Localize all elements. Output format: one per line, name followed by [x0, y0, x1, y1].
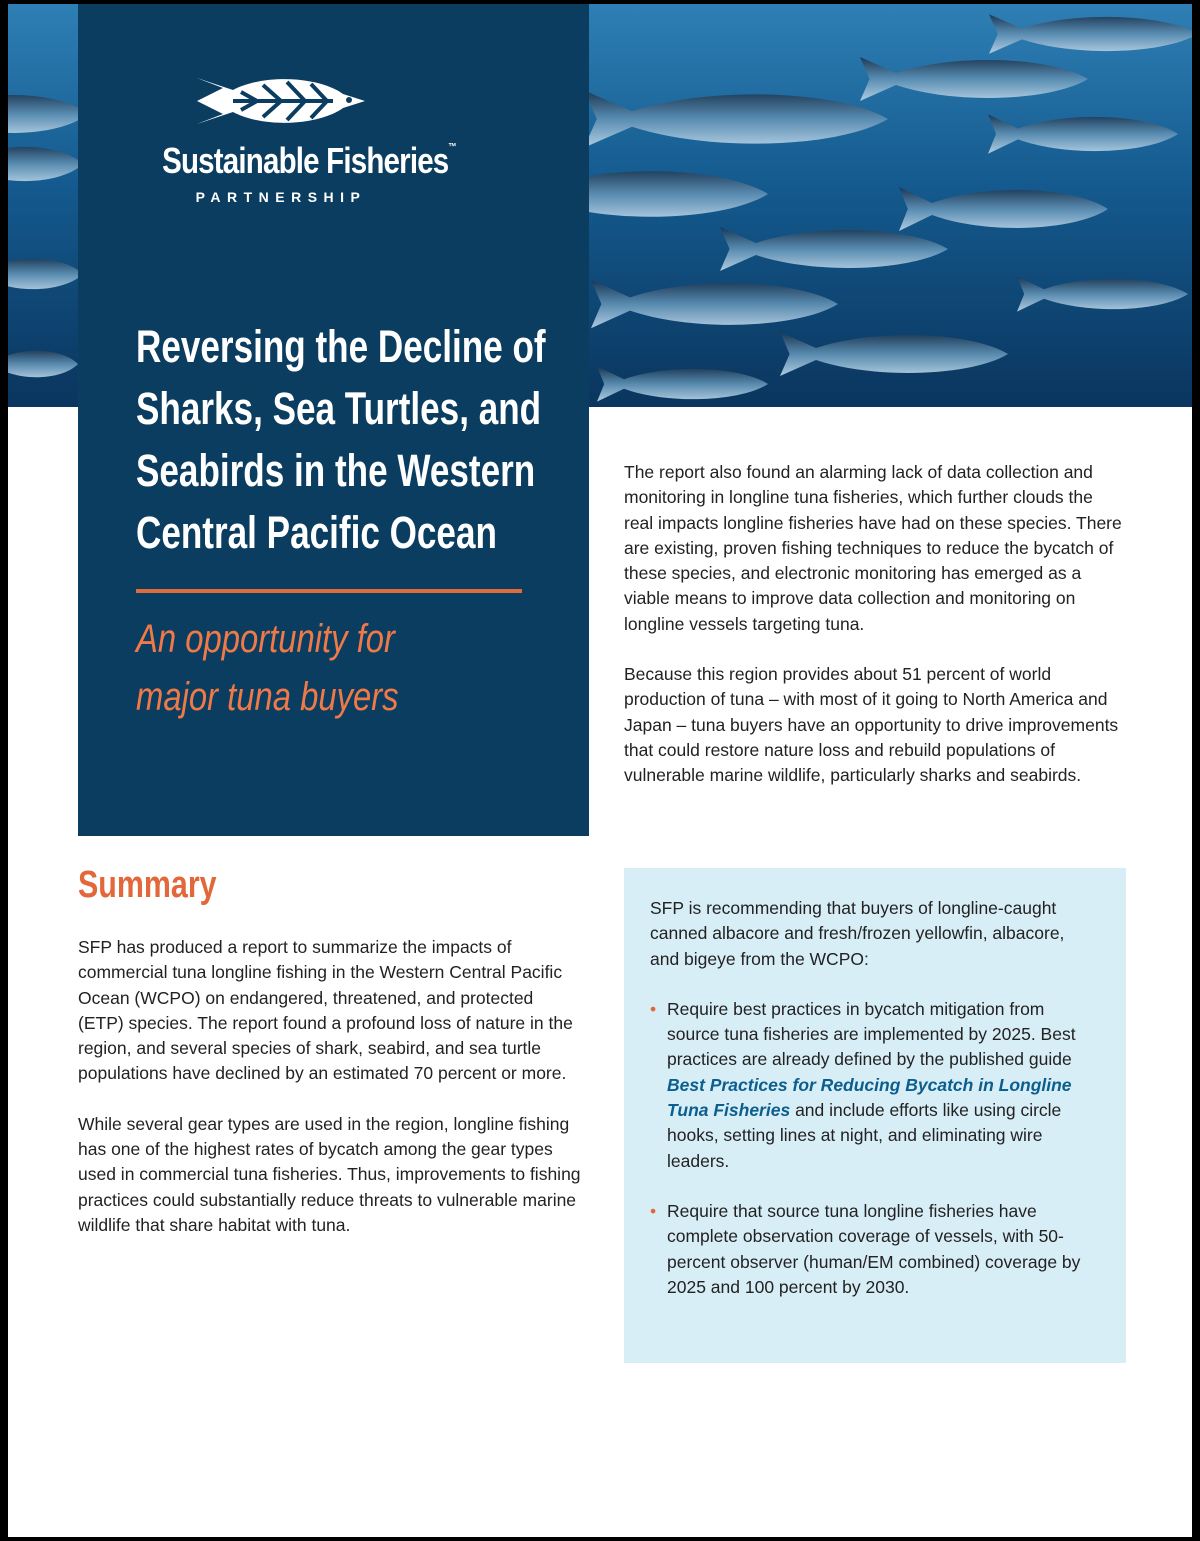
trademark: ™ — [448, 142, 456, 153]
logo-name: Sustainable Fisheries — [162, 140, 449, 181]
title-line: Seabirds in the Western — [136, 445, 536, 496]
document-subtitle — [136, 610, 497, 726]
title-divider — [136, 589, 522, 593]
subtitle-line: major tuna buyers — [136, 675, 399, 719]
document-title — [136, 316, 573, 564]
recommendation-callout — [624, 868, 1126, 1363]
title-line: Reversing the Decline of — [136, 321, 546, 372]
subtitle-line: An opportunity for — [136, 617, 395, 661]
body-paragraph: The report also found an alarming lack of data collection and monitoring in longline tuna fisheries, which further clouds the real impacts longline fisheries have had on these species. There are existing, proven fishing techniques to reduce the bycatch of these species, and electronic monitoring has emerged as a viable means to improve data collection and monitoring on longline vessels targeting tuna. — [624, 462, 1122, 634]
sfp-logo — [136, 70, 456, 205]
guide-link[interactable]: Best Practices for Reducing Bycatch in Longline Tuna Fisheries — [667, 1074, 1072, 1121]
item-text: Require that source tuna longline fisheries have complete observation coverage of vessels, with 50-percent observer (human/EM combined) coverage by 2025 and 100 percent by 2030. — [667, 1200, 1081, 1297]
title-line: Central Pacific Ocean — [136, 507, 497, 558]
logo-subtitle: PARTNERSHIP — [195, 189, 367, 205]
summary-heading: Summary — [78, 864, 217, 906]
title-line: Sharks, Sea Turtles, and — [136, 383, 542, 434]
item-text: Require best practices in bycatch mitigation from source tuna fisheries are implemented by 2025. Best practices are already defined by the published guide — [667, 998, 1076, 1070]
callout-intro: SFP is recommending that buyers of longline-caught canned albacore and fresh/frozen yellowfin, albacore, and bigeye from the WCPO: — [650, 898, 1065, 969]
recommendation-list — [650, 997, 1096, 1300]
title-panel — [78, 4, 589, 836]
body-paragraph: Because this region provides about 51 percent of world production of tuna – with most of it going to North America and Japan – tuna buyers have an opportunity to drive improvements that could restore nature loss and rebuild populations of vulnerable marine wildlife, particularly sharks and seabirds. — [624, 664, 1119, 786]
document-page — [8, 4, 1192, 1537]
right-column — [624, 460, 1124, 814]
list-item — [650, 997, 1096, 1174]
bullet-icon: • — [650, 998, 657, 1019]
summary-paragraph: SFP has produced a report to summarize the impacts of commercial tuna longline fishing in the Western Central Pacific Ocean (WCPO) on endangered, threatened, and protected (ETP) species. The report found a profound loss of nature in the region, and several species of shark, seabird, and sea turtle populations have declined by an estimated 70 percent or more. — [78, 937, 573, 1084]
fish-icon — [193, 70, 369, 132]
item-text: and include efforts like using circle hooks, setting lines at night, and eliminating wire leaders. — [667, 1100, 1062, 1171]
bullet-icon: • — [650, 1200, 657, 1221]
list-item — [650, 1199, 1096, 1300]
summary-body — [78, 935, 583, 1263]
summary-paragraph: While several gear types are used in the region, longline fishing has one of the highest rates of bycatch among the gear types used in commercial tuna fisheries. Thus, improvements to fishing practices could substantially reduce threats to vulnerable marine wildlife that share habitat with tuna. — [78, 1113, 581, 1235]
